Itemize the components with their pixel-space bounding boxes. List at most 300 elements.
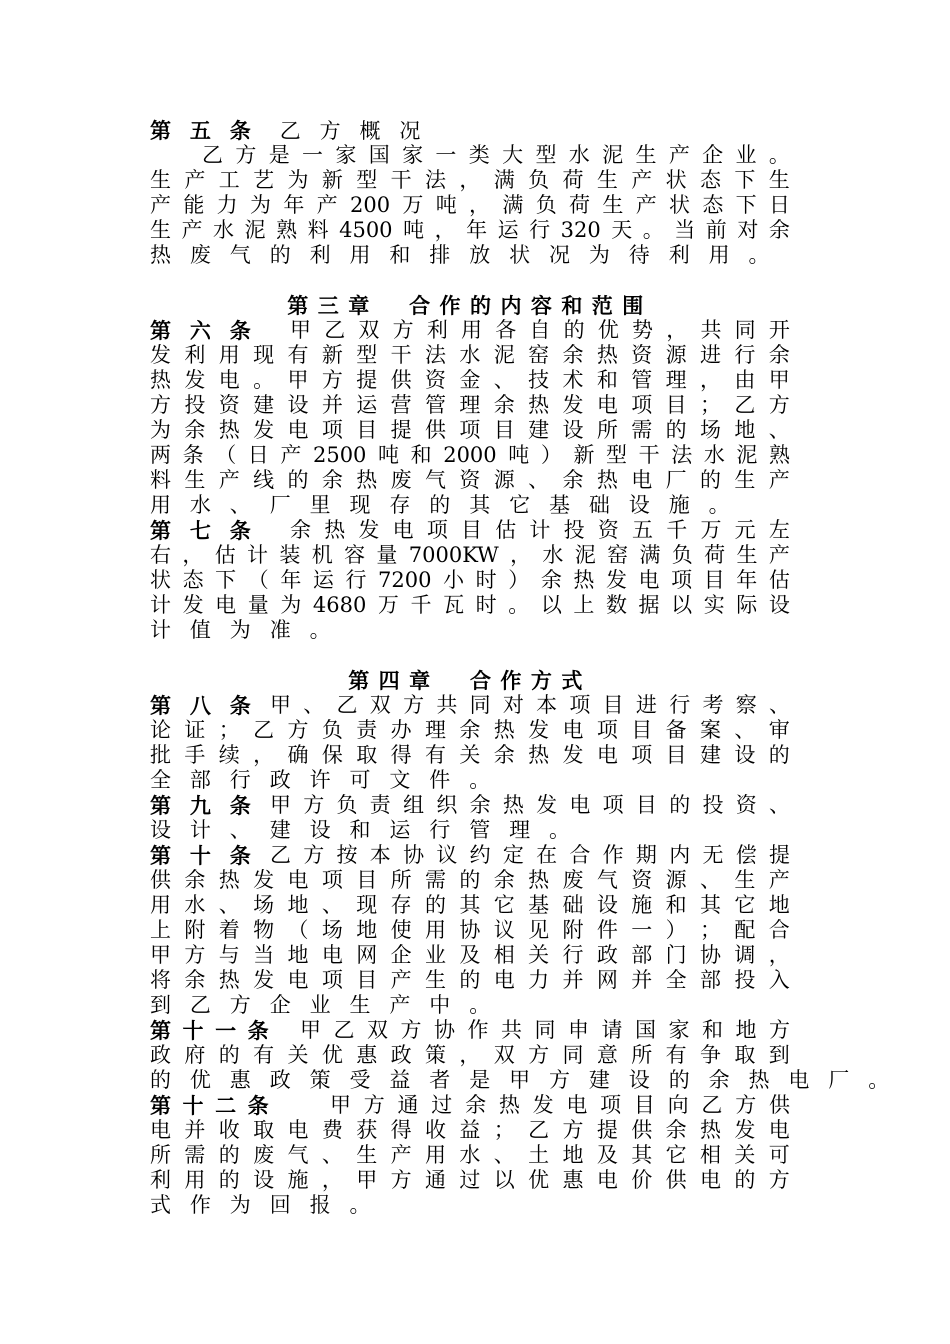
article-8-first-text [270,693,790,718]
glyph: 目 [602,693,624,717]
glyph: 并 [184,1118,206,1142]
glyph: 生 [356,1143,378,1167]
glyph: 投 [702,793,724,817]
glyph: 的 [218,1168,240,1192]
glyph: 需 [425,868,446,892]
glyph: 元 [734,518,756,542]
glyph: 通 [397,1093,419,1117]
glyph: 。 [253,368,275,392]
glyph: ， [459,1043,481,1067]
article-10-first-line [150,843,790,868]
glyph: 需 [631,418,653,442]
glyph: 瓦 [443,593,465,617]
glyph: 发 [150,343,171,367]
glyph: 力 [528,968,550,992]
glyph: 目 [493,418,515,442]
glyph: 机 [311,543,333,567]
glyph: 运 [356,393,378,417]
glyph: 方 [303,793,325,817]
glyph: 和 [702,1018,723,1042]
glyph: 数 [605,593,627,617]
glyph: 对 [737,218,759,242]
glyph: 新 [321,343,343,367]
glyph: 进 [700,343,721,367]
article-10-line-4 [150,918,790,943]
article-8-line-2 [150,718,790,743]
glyph: 产 [668,143,690,167]
glyph: 熟 [276,218,298,242]
glyph: 热 [498,1093,520,1117]
glyph: 的 [768,743,790,767]
glyph: 热 [528,393,550,417]
glyph: 估 [495,518,517,542]
glyph: 估 [214,543,236,567]
glyph: 、 [768,693,790,717]
glyph: 电 [287,868,309,892]
glyph: 发 [605,568,627,592]
glyph: 目 [635,793,657,817]
glyph: 项 [631,743,653,767]
glyph: 考 [702,693,724,717]
glyph: 装 [279,543,301,567]
glyph: 生 [150,218,171,242]
article-10-first-text [270,843,790,868]
glyph: 发 [184,368,206,392]
article-12-first-text [330,1093,790,1118]
glyph: 荷 [569,193,591,217]
glyph: 协 [403,843,425,867]
article-9-line-2: 设计、建设和运行管理。 [150,818,589,842]
glyph: 提 [768,843,790,867]
glyph: 水 [459,1143,481,1167]
glyph: 有 [425,743,446,767]
glyph: ， [182,543,204,567]
glyph: 干 [638,443,660,467]
glyph: 年 [736,568,758,592]
glyph: ， [768,943,790,967]
article-11-first-line [150,1018,790,1043]
glyph: 取 [734,1043,756,1067]
glyph: 投 [734,968,756,992]
glyph: 项 [569,693,591,717]
glyph: 供 [665,1168,687,1192]
glyph: 电 [287,1118,309,1142]
glyph: 项 [459,418,481,442]
glyph: 法 [671,443,693,467]
glyph: 生 [734,868,756,892]
glyph: 和 [596,368,618,392]
glyph: 万 [402,193,424,217]
glyph: 干 [390,168,412,192]
glyph: 发 [532,1093,554,1117]
glyph: 上 [150,918,171,942]
glyph: 电 [215,593,237,617]
glyph: 见 [528,918,550,942]
glyph: 日 [769,193,790,217]
glyph: 生 [734,468,756,492]
glyph: 源 [665,868,687,892]
glyph: 设 [287,393,309,417]
glyph: 术 [562,368,584,392]
glyph: 企 [390,943,412,967]
glyph: 它 [493,893,515,917]
glyph: 前 [705,218,727,242]
article-6-first-line [150,318,790,343]
glyph: 热 [324,518,346,542]
glyph: 方 [400,1018,422,1042]
glyph: 电 [150,1118,171,1142]
glyph: 行 [669,693,691,717]
glyph: 项 [426,518,448,542]
glyph: 产 [390,1143,412,1167]
glyph: 案 [700,718,721,742]
glyph: ， [469,193,491,217]
glyph: 各 [495,318,517,342]
glyph: 万 [700,518,722,542]
glyph: 策 [425,1043,446,1067]
glyph: （ [287,918,309,942]
glyph: 热 [596,468,618,492]
glyph: 、 [303,693,325,717]
glyph: 7000KW [408,543,499,567]
glyph: 供 [390,368,412,392]
glyph: 本 [536,693,558,717]
glyph: 生 [736,543,758,567]
glyph: 目 [633,1093,655,1117]
glyph: 管 [631,368,653,392]
glyph: 双 [358,318,380,342]
glyph: 续 [218,743,240,767]
glyph: ， [434,218,456,242]
glyph: 优 [528,1168,550,1192]
article-10-line-2 [150,868,790,893]
glyph: 场 [253,893,275,917]
glyph: 型 [356,168,378,192]
glyph: 生 [635,143,657,167]
glyph: 资 [631,868,653,892]
glyph: 余 [184,868,206,892]
glyph: 发 [253,868,275,892]
article-5-line-3 [150,193,790,218]
glyph: 供 [768,1093,790,1117]
glyph: 它 [734,893,756,917]
glyph: 料 [307,218,329,242]
article-12-first-line [150,1093,790,1118]
glyph: 乙 [253,718,275,742]
glyph: 余 [321,468,343,492]
glyph: 用 [425,918,446,942]
glyph: 项 [596,718,618,742]
glyph: 电 [392,518,414,542]
article-6-first-text [290,318,790,343]
article-7-line-3 [150,568,790,593]
glyph: 余 [493,743,515,767]
glyph: 所 [596,418,618,442]
glyph: 水 [568,143,590,167]
glyph: 用 [184,1168,206,1192]
glyph: 取 [356,743,378,767]
glyph: 余 [184,418,206,442]
glyph: 关 [528,943,550,967]
glyph: 期 [635,843,657,867]
glyph: 方 [321,368,343,392]
glyph: 厂 [665,468,687,492]
article-12-line-2 [150,1118,790,1143]
article-8-line-3 [150,743,790,768]
glyph: 吨 [403,218,425,242]
glyph: 业 [425,943,446,967]
glyph: 的 [669,793,691,817]
glyph: 乙 [270,843,291,867]
glyph: 水 [459,343,481,367]
glyph: 需 [184,1143,206,1167]
glyph: 甲 [300,1018,321,1042]
glyph: 目 [665,393,687,417]
glyph: 7200 [378,568,432,592]
glyph: 、 [734,718,756,742]
glyph: 全 [665,968,687,992]
glyph: 府 [184,1043,206,1067]
article-12-line-3 [150,1143,790,1168]
glyph: 部 [700,968,721,992]
glyph: ， [666,318,688,342]
glyph: 。 [508,593,530,617]
glyph: 。 [642,218,664,242]
glyph: 废 [390,468,412,492]
glyph: 产 [150,193,171,217]
glyph: 发 [182,593,204,617]
glyph: 一 [302,143,324,167]
glyph: 场 [321,918,343,942]
glyph: 窑 [607,543,629,567]
glyph: 余 [562,468,584,492]
glyph: 余 [768,343,790,367]
glyph: 议 [436,843,458,867]
glyph: 热 [356,468,378,492]
glyph: 所 [631,1043,653,1067]
glyph: 气 [287,1143,309,1167]
glyph: 收 [218,1118,240,1142]
glyph: 费 [321,1118,343,1142]
article-12-line-4 [150,1168,790,1193]
glyph: 按 [336,843,358,867]
glyph: ） [540,443,562,467]
glyph: 地 [287,943,309,967]
glyph: 余 [540,568,562,592]
glyph: 水 [184,893,206,917]
glyph: 方 [403,693,425,717]
glyph: 以 [493,1168,515,1192]
article-5-line-2 [150,168,790,193]
glyph: 同 [469,693,491,717]
glyph: 热 [573,568,595,592]
glyph: 电 [768,1118,790,1142]
glyph: 土 [528,1143,550,1167]
glyph: 艺 [253,168,275,192]
glyph: 大 [502,143,524,167]
glyph: 获 [356,1118,378,1142]
glyph: 计 [247,543,269,567]
article-5-heading [150,118,790,143]
glyph: 型 [535,143,557,167]
article-10-line-3 [150,893,790,918]
glyph: 产 [635,193,657,217]
glyph: 右 [150,543,171,567]
glyph: ） [665,918,687,942]
glyph: 泥 [244,218,266,242]
glyph: 理 [459,393,481,417]
glyph: 电 [493,968,515,992]
chapter-4-title: 第四章 合作方式 [348,668,592,693]
glyph: 施 [287,1168,309,1192]
glyph: 组 [403,793,425,817]
glyph: 能 [183,193,205,217]
glyph: 项 [321,418,343,442]
glyph: ， [510,543,532,567]
glyph: 的 [563,318,585,342]
article-6-line-5 [150,418,790,443]
glyph: 设 [562,418,584,442]
glyph: 方 [769,1018,790,1042]
glyph: 关 [287,1043,309,1067]
glyph: 废 [562,868,584,892]
article-7-line-4 [150,593,790,618]
article-10-label: 第十条 [150,843,270,868]
glyph: 行 [529,218,551,242]
glyph: 生 [425,968,446,992]
glyph: 负 [336,793,358,817]
glyph: 负 [321,718,343,742]
article-6-line-2 [150,343,790,368]
glyph: 共 [436,693,458,717]
glyph: 合 [768,918,790,942]
glyph: 目 [665,743,687,767]
glyph: 资 [631,343,653,367]
glyph: ； [700,393,721,417]
article-6-label: 第六条 [150,318,270,343]
glyph: 协 [434,1018,455,1042]
glyph: 电 [562,718,584,742]
glyph: 热 [502,793,524,817]
glyph: 及 [459,943,481,967]
glyph: 余 [184,968,206,992]
glyph: 益 [459,1118,481,1142]
glyph: 上 [573,593,595,617]
glyph: 项 [631,393,653,417]
glyph: 项 [321,868,343,892]
glyph: 审 [768,718,790,742]
glyph: 一 [631,918,653,942]
glyph: 量 [247,593,269,617]
article-10-line-7: 到乙方企业生产中。 [150,993,510,1017]
glyph: 热 [218,968,240,992]
glyph: 产 [316,193,338,217]
glyph: 由 [734,368,756,392]
glyph: 泥 [574,543,596,567]
glyph: 请 [601,1018,623,1042]
glyph: 通 [425,1168,446,1192]
glyph: 关 [734,1143,756,1167]
glyph: 用 [425,1143,446,1167]
glyph: 余 [469,793,491,817]
glyph: 千 [410,593,432,617]
glyph: 供 [425,418,446,442]
glyph: 本 [369,843,391,867]
article-12-label: 第十二条 [150,1093,281,1118]
glyph: （ [247,568,269,592]
glyph: 向 [667,1093,689,1117]
glyph: 甲 [330,1093,351,1117]
glyph: 用 [461,318,483,342]
glyph: 利 [184,343,206,367]
glyph: 力 [216,193,238,217]
glyph: 时 [475,593,497,617]
glyph: 设 [596,893,618,917]
glyph: 产 [768,868,790,892]
glyph: 计 [529,518,551,542]
glyph: 电 [287,418,309,442]
glyph: 有 [287,343,309,367]
glyph: 甲 [290,318,311,342]
glyph: 电 [596,743,618,767]
glyph: 相 [493,943,515,967]
glyph: 附 [562,918,584,942]
glyph: 生 [602,193,624,217]
glyph: 优 [597,318,619,342]
glyph: 年 [283,193,305,217]
glyph: 电 [596,393,618,417]
glyph: 惠 [356,1043,378,1067]
glyph: 方 [528,1043,550,1067]
glyph: 左 [768,518,790,542]
article-11-label: 第十一条 [150,1018,281,1043]
glyph: 设 [253,1168,275,1192]
glyph: 、 [321,893,343,917]
glyph: 投 [563,518,585,542]
glyph: 、 [321,1143,343,1167]
glyph: 满 [493,168,515,192]
glyph: 千 [666,518,688,542]
glyph: 地 [735,1018,757,1042]
glyph: 乙 [528,1118,550,1142]
glyph: 产 [181,218,203,242]
glyph: 行 [345,568,367,592]
glyph: 新 [321,168,343,192]
glyph: 资 [425,368,446,392]
article-6-line-6 [150,443,790,468]
chapter-3-title: 第三章 合作的内容和范围 [287,293,653,318]
glyph: 的 [700,468,721,492]
glyph: 资 [218,393,240,417]
glyph: 与 [218,943,240,967]
glyph: 际 [736,593,758,617]
glyph: 为 [280,593,302,617]
glyph: 的 [459,868,481,892]
glyph: 政 [150,1043,171,1067]
glyph: 产 [184,168,206,192]
glyph: 泥 [736,443,758,467]
glyph: 发 [253,968,275,992]
glyph: 的 [287,468,309,492]
glyph: 有 [253,1043,275,1067]
glyph: 吨 [508,443,530,467]
glyph: 同 [734,318,756,342]
glyph: 自 [529,318,551,342]
glyph: 发 [536,793,558,817]
glyph: 当 [674,218,696,242]
glyph: 甲 [270,793,291,817]
glyph: 门 [665,943,687,967]
